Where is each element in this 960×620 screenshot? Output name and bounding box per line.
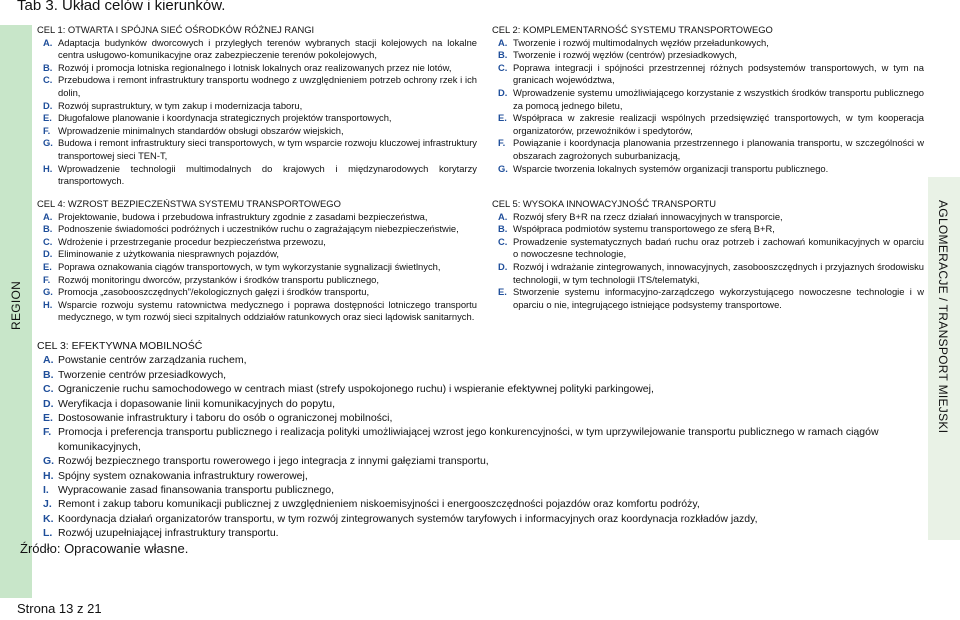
item-letter: C. [43,235,53,247]
item-text: Tworzenie i rozwój węzłów (centrów) przesiadkowych, [513,49,738,61]
item-text: Poprawa oznakowania ciągów transportowych, w tym wykorzystanie sygnalizacji świetlnych, [58,260,441,272]
item-letter: G. [498,162,508,174]
item-text: Tworzenie i rozwój multimodalnych węzłów przeładunkowych, [513,36,769,48]
item-text: Spójny system oznakowania infrastruktury rowerowej, [58,469,308,482]
item-letter: K. [43,512,54,525]
goal-item [37,236,477,249]
item-letter: A. [498,210,508,222]
item-text: Rozwój suprastruktury, w tym zakup i modernizacja taboru, [58,99,303,111]
source-note: Źródło: Opracowanie własne. [20,541,189,556]
item-letter: G. [43,137,53,149]
page-footer: Strona 13 z 21 [17,601,102,616]
item-letter: D. [498,86,508,98]
goal-item [492,62,924,87]
item-text: Eliminowanie z użytkowania niesprawnych pojazdów, [58,248,279,260]
item-letter: A. [498,36,508,48]
item-text: Wprowadzenie systemu umożliwiającego korzystanie z wszystkich środków transportu publicznego za pomocą jednego biletu, [513,86,924,111]
item-text: Weryfikacja i dopasowanie linii komunikacyjnych do popytu, [58,397,336,410]
item-text: Rozwój i wdrażanie zintegrowanych, innowacyjnych, zasobooszczędnych i przyjaznych środowisku technologii, w tym technologii ITS/telematyki, [513,260,924,285]
goal-item [37,397,925,411]
goal-item [492,49,924,62]
goal-4-block [37,198,477,324]
item-text: Powstanie centrów zarządzania ruchem, [58,354,247,367]
goal-item [37,411,925,425]
item-text: Wsparcie rozwoju systemu ratownictwa medycznego i poprawa dostępności lotniczego transportu medycznego, w tym rozwój sieci szpitalnych oddziałów ratunkowych oraz sieci lądowisk sanitarnych. [58,298,477,323]
agglomeration-label: AGLOMERACJE / TRANSPORT MIEJSKI [936,200,950,434]
goal-heading: CEL 4: WZROST BEZPIECZEŃSTWA SYSTEMU TRANSPORTOWEGO [37,198,341,209]
item-text: Tworzenie centrów przesiadkowych, [58,368,227,381]
goal-item [37,286,477,299]
item-text: Współpraca podmiotów systemu transportowego ze sferą B+R, [513,223,775,235]
item-letter: B. [43,223,53,235]
item-text: Wdrożenie i przestrzeganie procedur bezpieczeństwa przewozu, [58,235,326,247]
item-text: Prowadzenie systematycznych badań ruchu oraz potrzeb i zachowań komunikacyjnych w oparciu o nowoczesne technologie, [513,235,924,260]
goal-item [492,137,924,162]
item-text: Długofalowe planowanie i koordynacja strategicznych projektów transportowych, [58,112,392,124]
goal-item [492,236,924,261]
item-text: Współpraca w zakresie realizacji wspólnych przedsięwzięć transportowych, w tym kooperacja organizatorów, przewoźników i spedytorów, [513,112,924,136]
item-letter: E. [43,260,52,272]
goal-item [37,512,925,526]
item-letter: H. [43,162,53,174]
goal-item [492,87,924,112]
goal-item [37,382,925,396]
item-text: Rozwój i promocja lotniska regionalnego i lotnisk lokalnych oraz realizowanych przez nie lotów, [58,61,452,73]
item-text: Dostosowanie infrastruktury i taboru do osób o ograniczonej mobilności, [58,412,393,425]
item-letter: G. [43,455,55,468]
item-text: Poprawa integracji i spójności przestrzennej różnych podsystemów transportowych, w tym na granicach województwa, [513,61,924,86]
item-text: Podnoszenie świadomości podróżnych i uczestników ruchu o zagrażającym niebezpieczeństwie, [58,223,459,235]
goal-item [37,248,477,261]
item-letter: F. [43,124,51,136]
goal-item [37,274,477,287]
goal-item [37,526,925,540]
goal-item [37,299,477,324]
goal-2-block [492,24,924,175]
goal-item [37,261,477,274]
goal-item [492,163,924,176]
goal-item [37,125,477,138]
goal-item [37,37,477,62]
goal-item [37,137,477,162]
item-text: Rozwój uzupełniającej infrastruktury transportu. [58,527,279,540]
goal-item [37,454,925,468]
item-letter: H. [43,298,53,310]
goal-3-block [37,339,925,541]
goal-item [492,286,924,311]
item-letter: E. [43,112,52,124]
goal-item [37,425,925,454]
goal-1-block [37,24,477,188]
goal-item [37,62,477,75]
item-letter: E. [498,112,507,124]
item-letter: A. [43,36,53,48]
goal-item [492,261,924,286]
item-text: Rozwój sfery B+R na rzecz działań innowacyjnych w transporcie, [513,210,783,222]
goal-item [37,223,477,236]
goal-heading: CEL 1: OTWARTA I SPÓJNA SIEĆ OŚRODKÓW RÓŻNEJ RANGI [37,24,315,35]
item-letter: L. [43,527,53,540]
item-letter: B. [498,49,508,61]
goal-item [492,223,924,236]
item-letter: F. [498,137,506,149]
goal-heading: CEL 2: KOMPLEMENTARNOŚĆ SYSTEMU TRANSPORTOWEGO [492,24,773,35]
item-letter: F. [43,273,51,285]
item-text: Wprowadzenie technologii multimodalnych do krajowych i międzynarodowych korytarzy transportowych. [58,162,477,187]
goal-5-block [492,198,924,311]
item-text: Promocja „zasobooszczędnych”/ekologicznych gałęzi i środków transportu, [58,286,370,298]
item-text: Remont i zakup taboru komunikacji publicznej z uwzględnieniem niskoemisyjności i energooszczędności pojazdów oraz komfortu podróży, [58,498,700,511]
goal-item [492,211,924,224]
item-text: Rozwój bezpiecznego transportu rowerowego i jego integracja z innymi gałęziami transportu, [58,455,489,468]
item-letter: A. [43,210,53,222]
item-letter: B. [43,61,53,73]
item-letter: C. [43,74,53,86]
region-label: REGION [9,280,23,330]
item-text: Koordynacja działań organizatorów transportu, w tym rozwój zintegrowanych systemów taryfowych i informacyjnych oraz koordynacja rozkładów jazdy, [58,512,758,525]
item-text: Budowa i remont infrastruktury sieci transportowych, w tym wsparcie rozwoju kluczowej infrastruktury transportowej sieci TEN-T, [58,137,477,161]
item-text: Promocja i preferencja transportu publicznego i realizacja polityki umożliwiającej wzrost jego konkurencyjności, w tym uprzywilejowanie transportu publicznego w ramach ciągów komunikacyjnych, [58,426,879,453]
item-letter: A. [43,354,54,367]
goal-heading: CEL 5: WYSOKA INNOWACYJNOŚĆ TRANSPORTU [492,198,716,209]
item-text: Przebudowa i remont infrastruktury transportu wodnego z uwzględnieniem potrzeb ochrony rzek i ich dolin, [58,74,477,98]
goal-item [37,353,925,367]
item-text: Rozwój monitoringu dworców, przystanków i środków transportu publicznego, [58,273,379,285]
goal-item [37,211,477,224]
goal-item [37,74,477,99]
item-text: Projektowanie, budowa i przebudowa infrastruktury zgodnie z zasadami bezpieczeństwa, [58,210,428,222]
item-text: Wprowadzenie minimalnych standardów obsługi obszarów wiejskich, [58,124,344,136]
item-letter: I. [43,484,49,497]
item-letter: B. [43,368,54,381]
item-letter: F. [43,426,52,439]
item-text: Adaptacja budynków dworcowych i przyległych terenów wybranych stacji kolejowych na lokalne centra usługowo-komunikacyjne oraz zabezpieczenie terenów pokolejowych, [58,36,477,61]
item-letter: B. [498,223,508,235]
item-letter: J. [43,498,52,511]
goal-item [492,37,924,50]
item-letter: H. [43,469,54,482]
item-letter: D. [498,260,508,272]
goal-item [37,483,925,497]
goal-item [37,100,477,113]
item-letter: E. [498,286,507,298]
table-title: Tab 3. Układ celów i kierunków. [17,0,226,14]
goal-item [37,469,925,483]
item-letter: C. [498,61,508,73]
item-letter: D. [43,248,53,260]
item-letter: D. [43,99,53,111]
item-text: Stworzenie systemu informacyjno-zarządczego wykorzystującego nowoczesne technologie i w oparciu o nie, integrującego istniejące podsystemy transportowe. [513,286,924,310]
item-letter: E. [43,412,53,425]
item-letter: C. [43,383,54,396]
item-text: Wypracowanie zasad finansowania transportu publicznego, [58,484,334,497]
item-text: Ograniczenie ruchu samochodowego w centrach miast (strefy uspokojonego ruchu) i wspieranie efektywnej polityki parkingowej, [58,383,654,396]
item-letter: D. [43,397,54,410]
goal-item [37,497,925,511]
item-letter: C. [498,235,508,247]
goal-heading: CEL 3: EFEKTYWNA MOBILNOŚĆ [37,340,203,352]
item-text: Wsparcie tworzenia lokalnych systemów organizacji transportu publicznego. [513,162,829,174]
item-letter: G. [43,286,53,298]
goal-item [37,112,477,125]
item-text: Powiązanie i koordynacja planowania przestrzennego i planowania transportu, w szczególności w obszarach zagrożonych suburbanizacją, [513,137,924,161]
goal-item [37,368,925,382]
goal-item [492,112,924,137]
goal-item [37,163,477,188]
